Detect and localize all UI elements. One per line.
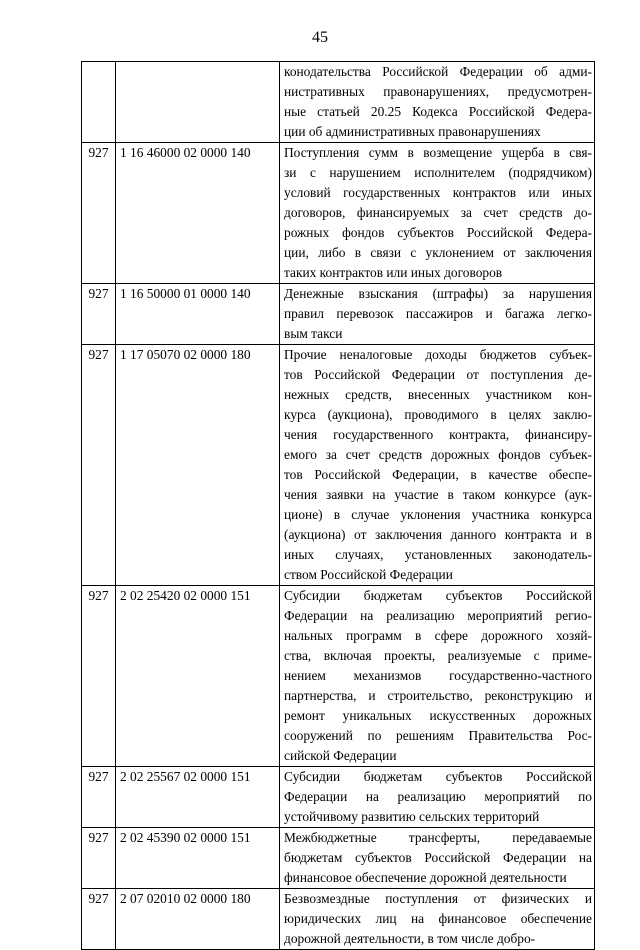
text-line: ством Российской Федерации <box>284 567 453 582</box>
income-name-cell <box>280 284 595 345</box>
text-line: Безвозмездные поступления от физических и <box>284 891 592 906</box>
budget-code-cell: 2 02 25567 02 0000 151 <box>116 767 280 828</box>
income-name-cell <box>280 62 595 143</box>
text-line: ции, либо в связи с уклонением от заключения <box>284 245 592 260</box>
table-row <box>82 143 595 284</box>
text-line: вым такси <box>284 326 343 341</box>
text-line: ционе) в случае уклонения участника конкурса <box>284 507 592 522</box>
text-line: финансовое обеспечение дорожной деятельности <box>284 870 567 885</box>
budget-code-cell: 2 02 45390 02 0000 151 <box>116 828 280 889</box>
text-line: емого за счет средств дорожных фондов субъек- <box>284 447 592 462</box>
income-name-cell <box>280 586 595 767</box>
text-line: нальных программ в сфере дорожного хозяй- <box>284 628 592 643</box>
text-line: Поступления сумм в возмещение ущерба в свя- <box>284 145 592 160</box>
text-line: Субсидии бюджетам субъектов Российской <box>284 769 592 784</box>
budget-codes-table <box>81 61 595 950</box>
table-row <box>82 62 595 143</box>
budget-code-cell <box>116 62 280 143</box>
text-line: нежных средств, внесенных участником кон- <box>284 387 592 402</box>
text-line: ремонт уникальных искусственных дорожных <box>284 708 592 723</box>
text-line: устойчивому развитию сельских территорий <box>284 809 540 824</box>
text-line: тов Российской Федерации, в качестве обеспе- <box>284 467 592 482</box>
text-line: таких контрактов или иных договоров <box>284 265 503 280</box>
table-row <box>82 586 595 767</box>
text-line: ции об административных правонарушениях <box>284 124 541 139</box>
text-line: партнерства, и строительство, реконструкцию и <box>284 688 592 703</box>
income-name-cell <box>280 345 595 586</box>
text-line: бюджетам субъектов Российской Федерации на <box>284 850 592 865</box>
text-line: Прочие неналоговые доходы бюджетов субъек- <box>284 347 592 362</box>
table-row <box>82 889 595 950</box>
text-line: Субсидии бюджетам субъектов Российской <box>284 588 592 603</box>
text-line: договоров, финансируемых за счет средств до- <box>284 205 592 220</box>
text-line: Федерации на реализацию мероприятий регио- <box>284 608 592 623</box>
admin-code-cell: 927 <box>82 828 116 889</box>
admin-code-cell: 927 <box>82 143 116 284</box>
text-line: тов Российской Федерации от поступления де- <box>284 367 592 382</box>
income-name-cell <box>280 828 595 889</box>
text-line: зи с нарушением исполнителем (подрядчиком) <box>284 165 592 180</box>
budget-code-cell: 1 16 46000 02 0000 140 <box>116 143 280 284</box>
budget-code-cell: 1 17 05070 02 0000 180 <box>116 345 280 586</box>
admin-code-cell <box>82 62 116 143</box>
text-line: сооружений по решениям Правительства Рос- <box>284 728 592 743</box>
text-line: курса (аукциона), проводимого в целях заклю- <box>284 407 592 422</box>
text-line: ства, включая проекты, реализуемые с приме- <box>284 648 592 663</box>
text-line: конодательства Российской Федерации об адми- <box>284 64 592 79</box>
text-line: нистративных правонарушениях, предусмотрен- <box>284 84 592 99</box>
table-row <box>82 345 595 586</box>
admin-code-cell: 927 <box>82 767 116 828</box>
table-row <box>82 828 595 889</box>
text-line: чения заявки на участие в таком конкурсе (аук- <box>284 487 592 502</box>
text-line: Денежные взыскания (штрафы) за нарушения <box>284 286 592 301</box>
admin-code-cell: 927 <box>82 586 116 767</box>
admin-code-cell: 927 <box>82 284 116 345</box>
admin-code-cell: 927 <box>82 345 116 586</box>
budget-code-cell: 1 16 50000 01 0000 140 <box>116 284 280 345</box>
text-line: (аукциона) от заключения данного контракта и в <box>284 527 592 542</box>
table-row <box>82 284 595 345</box>
text-line: дорожной деятельности, в том числе добро- <box>284 931 536 946</box>
text-line: иных случаях, установленных законодатель- <box>284 547 592 562</box>
text-line: юридических лиц на финансовое обеспечение <box>284 911 592 926</box>
text-line: чения государственного контракта, финансиру- <box>284 427 592 442</box>
text-line: сийской Федерации <box>284 748 397 763</box>
text-line: Федерации на реализацию мероприятий по <box>284 789 592 804</box>
text-line: правил перевозок пассажиров и багажа легко- <box>284 306 592 321</box>
budget-code-cell: 2 07 02010 02 0000 180 <box>116 889 280 950</box>
page-number: 45 <box>312 29 328 46</box>
income-name-cell <box>280 143 595 284</box>
budget-code-cell: 2 02 25420 02 0000 151 <box>116 586 280 767</box>
admin-code-cell: 927 <box>82 889 116 950</box>
text-line: нением механизмов государственно-частного <box>284 668 592 683</box>
text-line: рожных фондов субъектов Российской Федера- <box>284 225 592 240</box>
income-name-cell <box>280 767 595 828</box>
table-row <box>82 767 595 828</box>
text-line: условий государственных контрактов или иных <box>284 185 592 200</box>
text-line: ные статьей 20.25 Кодекса Российской Федера- <box>284 104 592 119</box>
text-line: Межбюджетные трансферты, передаваемые <box>284 830 592 845</box>
income-name-cell <box>280 889 595 950</box>
